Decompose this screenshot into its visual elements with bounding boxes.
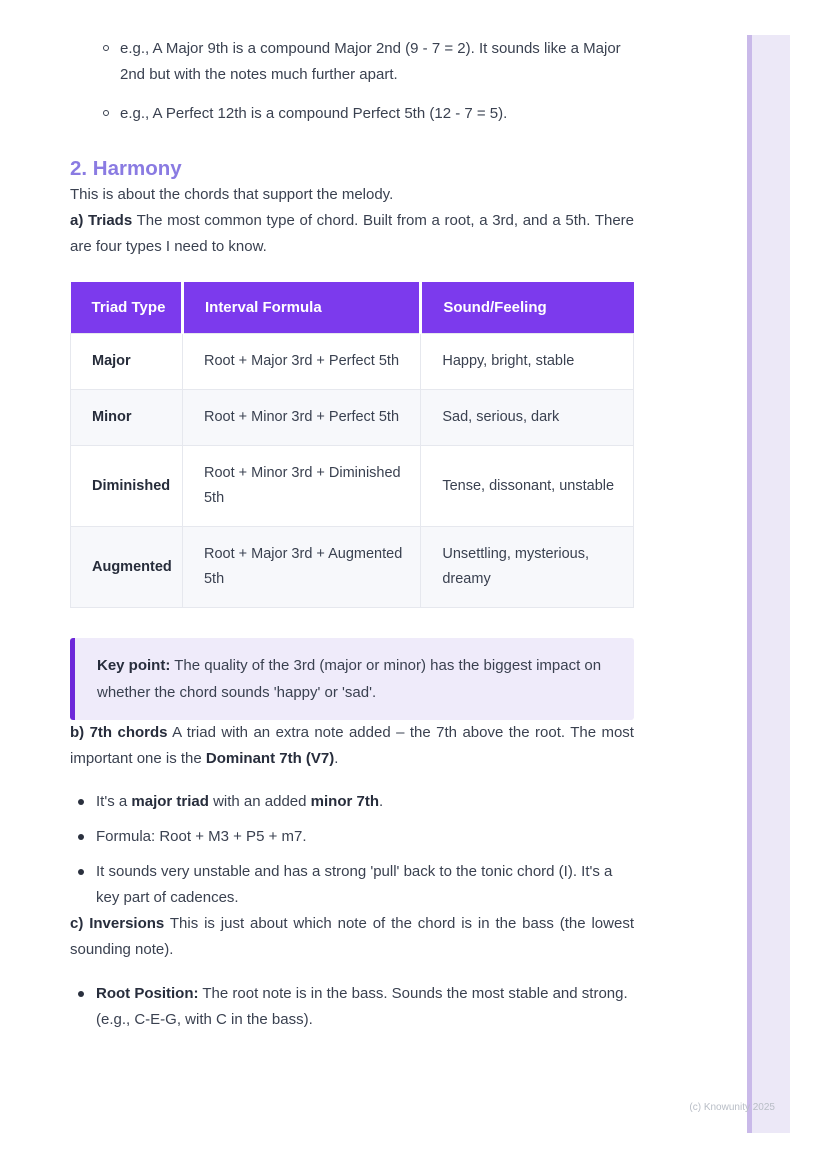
table-cell: Minor [71, 390, 183, 446]
disc-bullet-icon [78, 991, 84, 997]
table-header-cell-triad-type: Triad Type [71, 282, 183, 334]
table-cell: Happy, bright, stable [421, 334, 634, 390]
key-point-callout [70, 638, 634, 720]
list-item [70, 859, 634, 911]
document-content [70, 0, 634, 1033]
table-cell: Unsettling, mysterious, dreamy [421, 527, 634, 608]
list-item-text: It sounds very unstable and has a strong 'pull' back to the tonic chord (I). It's a key part of cadences. [96, 863, 613, 906]
table-row-minor [71, 390, 634, 446]
seventh-chords-list [70, 789, 634, 911]
section-heading-harmony: 2. Harmony [70, 157, 182, 180]
seventh-chords-paragraph: b) 7th chords A triad with an extra note added – the 7th above the root. The most important one is the Dominant 7th (V7). [70, 724, 634, 767]
triad-types-table [70, 282, 634, 608]
copyright-watermark: (c) Knowunity 2025 [689, 1102, 775, 1113]
triads-paragraph: a) Triads The most common type of chord. Built from a root, a 3rd, and a 5th. There are four types I need to know. [70, 212, 635, 255]
table-cell: Root + Major 3rd + Perfect 5th [182, 334, 420, 390]
table-row-major [71, 334, 634, 390]
inversions-list [70, 981, 634, 1033]
list-item-text: e.g., A Perfect 12th is a compound Perfect 5th (12 - 7 = 5). [120, 105, 508, 122]
table-header-cell-interval-formula: Interval Formula [182, 282, 420, 334]
next-page-edge [747, 35, 790, 1133]
table-cell: Diminished [71, 446, 183, 527]
circle-bullet-icon [103, 45, 109, 51]
disc-bullet-icon [78, 869, 84, 875]
table-header-row [71, 282, 634, 334]
list-item [70, 824, 634, 850]
list-item-text: It's a major triad with an added minor 7th. [96, 793, 384, 810]
disc-bullet-icon [78, 799, 84, 805]
key-point-text: Key point: The quality of the 3rd (major or minor) has the biggest impact on whether the chord sounds 'happy' or 'sad'. [97, 657, 602, 701]
list-item [70, 789, 634, 815]
circle-bullet-icon [103, 110, 109, 116]
list-item-text: Formula: Root + M3 + P5 + m7. [96, 828, 307, 845]
table-cell: Augmented [71, 527, 183, 608]
table-cell: Root + Minor 3rd + Perfect 5th [182, 390, 420, 446]
list-item-text: e.g., A Major 9th is a compound Major 2nd (9 - 7 = 2). It sounds like a Major 2nd but with the notes much further apart. [120, 40, 621, 83]
harmony-intro-paragraph: This is about the chords that support the melody. [70, 186, 394, 203]
callout-accent-bar [70, 638, 75, 720]
list-item [70, 36, 634, 88]
table-cell: Tense, dissonant, unstable [421, 446, 634, 527]
disc-bullet-icon [78, 834, 84, 840]
table-row-augmented [71, 527, 634, 608]
inversions-paragraph: c) Inversions This is just about which note of the chord is in the bass (the lowest sounding note). [70, 915, 634, 958]
list-item [70, 981, 634, 1033]
table-header-cell-sound-feeling: Sound/Feeling [421, 282, 634, 334]
table-cell: Major [71, 334, 183, 390]
table-row-diminished [71, 446, 634, 527]
table-cell: Sad, serious, dark [421, 390, 634, 446]
compound-interval-examples-list [70, 36, 634, 127]
list-item-text: Root Position: The root note is in the bass. Sounds the most stable and strong. (e.g., C-E-G, with C in the bass). [96, 985, 628, 1028]
table-cell: Root + Minor 3rd + Diminished 5th [182, 446, 420, 527]
list-item [70, 101, 634, 127]
table-cell: Root + Major 3rd + Augmented 5th [182, 527, 420, 608]
